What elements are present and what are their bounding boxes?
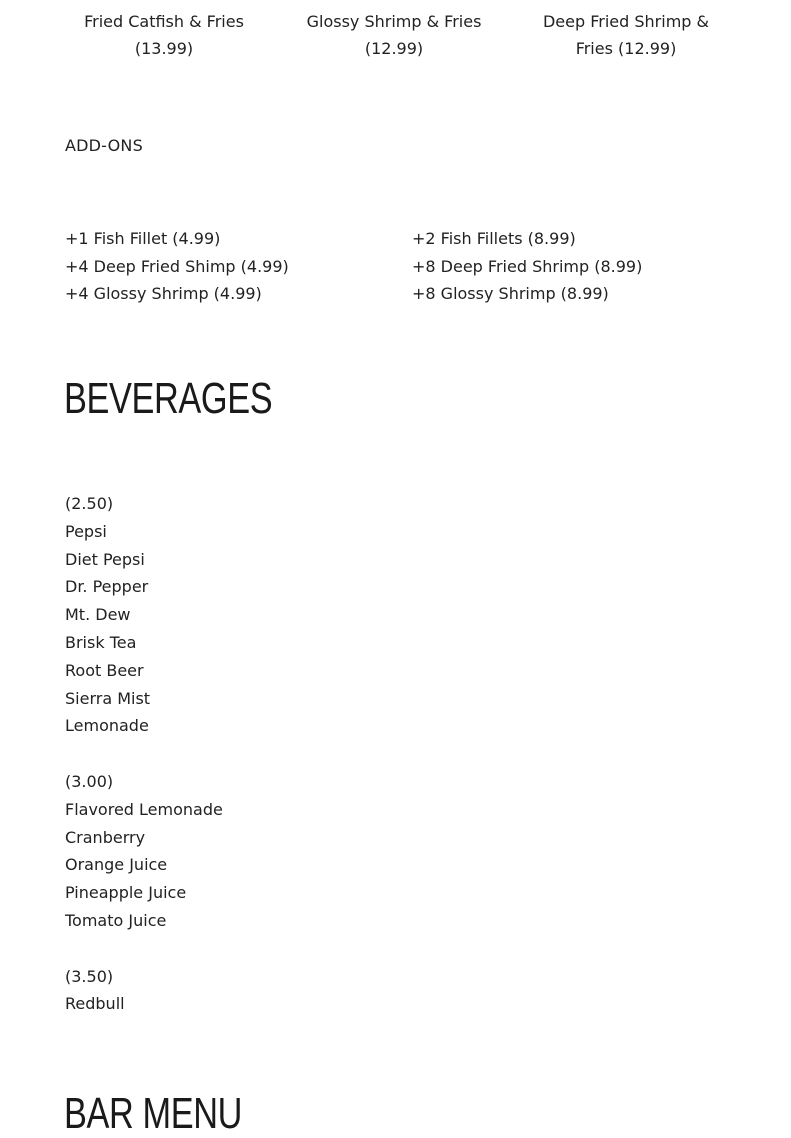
addons-list-left bbox=[65, 225, 289, 308]
combo-price: (13.99) bbox=[134, 39, 194, 58]
beverages-heading: BEVERAGES bbox=[64, 374, 273, 423]
beverage-item: Pineapple Juice bbox=[65, 883, 187, 903]
beverage-item: Root Beer bbox=[65, 660, 144, 680]
beverage-item: Redbull bbox=[65, 994, 125, 1014]
beverage-group bbox=[65, 490, 223, 740]
beverage-item: Orange Juice bbox=[65, 855, 168, 875]
addon-item: +2 Fish Fillets (8.99) bbox=[412, 229, 576, 248]
combo-name: Deep Fried Shrimp & bbox=[542, 12, 710, 31]
beverage-item: Tomato Juice bbox=[65, 910, 167, 930]
beverage-item: Diet Pepsi bbox=[65, 549, 145, 569]
bar-menu-heading: BAR MENU bbox=[64, 1089, 243, 1138]
addon-item: +8 Glossy Shrimp (8.99) bbox=[412, 284, 609, 303]
addon-item: +1 Fish Fillet (4.99) bbox=[65, 229, 221, 248]
combo-price: (12.99) bbox=[364, 39, 424, 58]
beverage-item: Lemonade bbox=[65, 716, 149, 736]
beverage-price: (2.50) bbox=[65, 494, 114, 513]
beverage-item: Sierra Mist bbox=[65, 688, 151, 708]
combo-price: Fries (12.99) bbox=[575, 39, 677, 58]
combo-row bbox=[0, 8, 791, 68]
beverage-item: Pepsi bbox=[65, 521, 107, 541]
combo-name: Glossy Shrimp & Fries bbox=[306, 12, 482, 31]
combo-deep-fried-shrimp bbox=[526, 8, 726, 62]
beverage-price: (3.50) bbox=[65, 966, 114, 986]
addons-heading: ADD-ONS bbox=[65, 136, 143, 155]
beverage-price: (3.00) bbox=[65, 771, 114, 791]
beverage-group bbox=[65, 963, 223, 1019]
beverage-item: Cranberry bbox=[65, 827, 146, 847]
addon-item: +4 Deep Fried Shimp (4.99) bbox=[65, 256, 289, 276]
beverage-item: Dr. Pepper bbox=[65, 577, 149, 597]
beverage-item: Flavored Lemonade bbox=[65, 799, 223, 819]
combo-glossy-shrimp bbox=[294, 8, 494, 62]
beverage-group bbox=[65, 768, 223, 935]
addon-item: +4 Glossy Shrimp (4.99) bbox=[65, 284, 262, 303]
beverage-item: Mt. Dew bbox=[65, 605, 131, 625]
combo-fried-catfish bbox=[64, 8, 264, 62]
addons-list-right bbox=[412, 225, 642, 308]
addon-item: +8 Deep Fried Shrimp (8.99) bbox=[412, 256, 643, 276]
beverages-list bbox=[65, 490, 223, 1046]
beverage-item: Brisk Tea bbox=[65, 632, 137, 652]
combo-name: Fried Catfish & Fries bbox=[84, 12, 244, 31]
